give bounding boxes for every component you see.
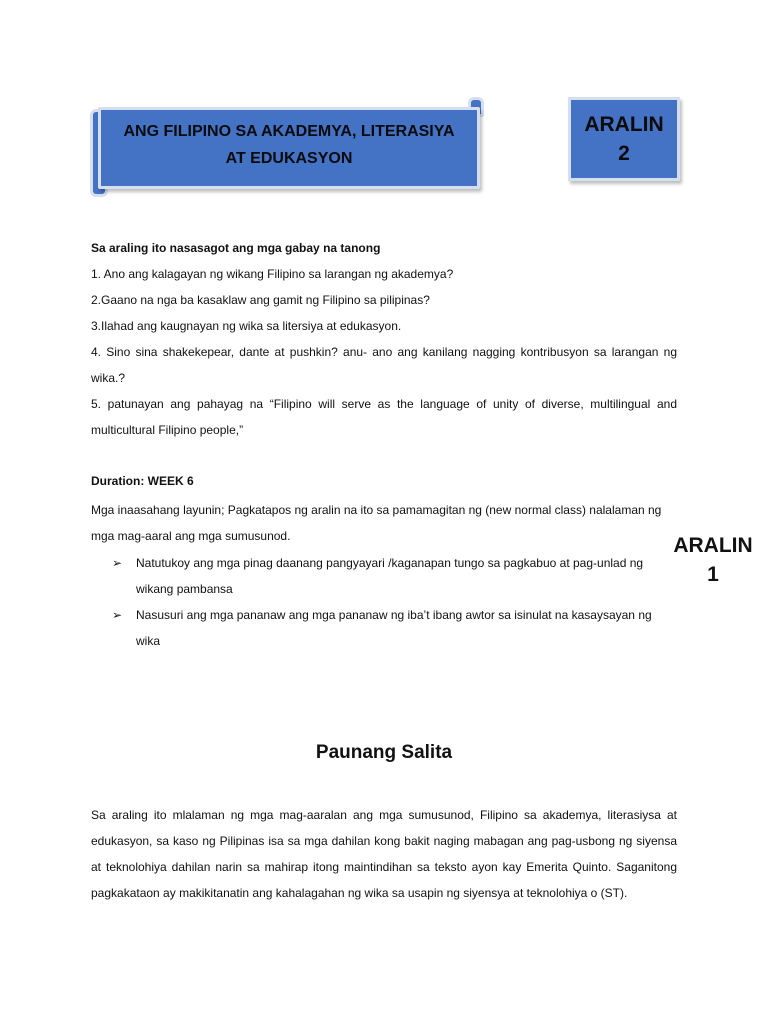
aralin-box-label: ARALIN xyxy=(584,113,664,136)
lesson-title-line1: ANG FILIPINO SA AKADEMYA, LITERASIYA xyxy=(123,123,455,140)
lesson-title-line2: AT EDUKASYON xyxy=(225,150,353,167)
aralin-side-number: 1 xyxy=(707,563,719,586)
question-4: 4. Sino sina shakekepear, dante at pushkin? anu- ano ang kanilang nagging kontribusyon sa larangan ng wika.? xyxy=(91,345,677,385)
objective-item xyxy=(112,550,672,602)
objective-text: Nasusuri ang mga pananaw ang mga pananaw ng iba’t ibang awtor sa isinulat na kasaysayan ng wika xyxy=(136,608,652,648)
question-5: 5. patunayan ang pahayag na “Filipino will serve as the language of unity of diverse, multilingual and multicultural Filipino people,” xyxy=(91,397,677,437)
objectives-intro: Mga inaasahang layunin; Pagkatapos ng aralin na ito sa pamamagitan ng (new normal class) nalalaman ng mga mag-aaral ang mga sumusunod. xyxy=(91,503,662,543)
question-3: 3.Ilahad ang kaugnayan ng wika sa litersiya at edukasyon. xyxy=(91,319,402,333)
arrow-bullet-icon: ➢ xyxy=(112,608,123,622)
question-1: 1. Ano ang kalagayan ng wikang Filipino sa larangan ng akademya? xyxy=(91,267,454,281)
duration-label: Duration: WEEK 6 xyxy=(91,474,194,488)
objective-item xyxy=(112,602,672,654)
aralin-2-box xyxy=(568,97,680,181)
preface-paragraph: Sa araling ito mlalaman ng mga mag-aaralan ang mga sumusunod, Filipino sa akademya, literasiysa at edukasyon, sa kaso ng Pilipinas isa sa mga dahilan kong bakit naging mabagan ang pag-usbong ng siyensa at teknolohiya dahilan narin sa mahirap itong maintindihan sa teksto ayon kay Emerita Quinto. Saganitong pagkakataon ay makikitanatin ang kahalagahan ng wika sa usapin ng siyensya at teknolohiya o (ST). xyxy=(91,808,677,900)
objective-text: Natutukoy ang mga pinag daanang pangyayari /kaganapan tungo sa pagkabuo at pag-unlad ng wikang pambansa xyxy=(136,556,644,596)
aralin-side-label: ARALIN xyxy=(673,534,753,557)
aralin-box-number: 2 xyxy=(618,142,630,165)
question-2: 2.Gaano na nga ba kasaklaw ang gamit ng Filipino sa pilipinas? xyxy=(91,293,430,307)
objectives-list xyxy=(112,550,672,654)
arrow-bullet-icon: ➢ xyxy=(112,556,123,570)
banner-body xyxy=(98,107,480,189)
lesson-title xyxy=(101,118,477,172)
aralin-1-label xyxy=(668,531,758,589)
section-heading: Paunang Salita xyxy=(315,742,453,763)
title-banner xyxy=(88,97,488,197)
intro-text: Sa araling ito nasasagot ang mga gabay na tanong xyxy=(91,241,381,255)
